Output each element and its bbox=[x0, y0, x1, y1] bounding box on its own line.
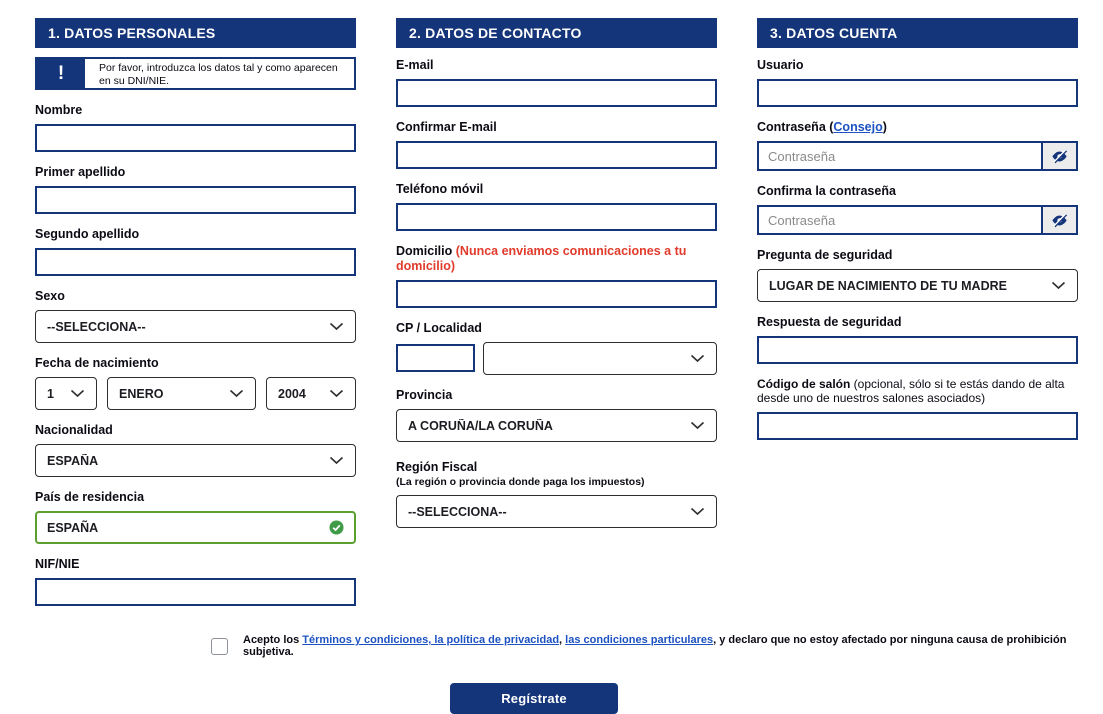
provincia-label: Provincia bbox=[396, 388, 453, 402]
mes-select[interactable] bbox=[107, 377, 256, 410]
condiciones-particulares-link[interactable]: las condiciones particulares bbox=[565, 634, 714, 646]
dia-selected-value: 1 bbox=[47, 386, 54, 401]
toggle-password-visibility-button[interactable] bbox=[1041, 207, 1076, 233]
domicilio-label: Domicilio (Nunca enviamos comunicaciones a tu domicilio) bbox=[396, 244, 687, 273]
respuesta-seguridad-input[interactable] bbox=[757, 336, 1078, 364]
pregunta-seguridad-label: Pregunta de seguridad bbox=[757, 248, 893, 262]
pais-residencia-field[interactable] bbox=[35, 511, 356, 544]
region-fiscal-label: Región Fiscal bbox=[396, 460, 478, 474]
usuario-label: Usuario bbox=[757, 58, 804, 72]
domicilio-input[interactable] bbox=[396, 280, 717, 308]
dni-notice bbox=[35, 57, 356, 90]
nacionalidad-label: Nacionalidad bbox=[35, 423, 113, 437]
contrasena-input[interactable] bbox=[759, 143, 1041, 169]
chevron-down-icon bbox=[329, 456, 344, 465]
terms-row bbox=[211, 634, 1078, 658]
pregunta-seguridad-selected-value: LUGAR DE NACIMIENTO DE TU MADRE bbox=[769, 278, 1007, 293]
email-label: E-mail bbox=[396, 58, 434, 72]
usuario-input[interactable] bbox=[757, 79, 1078, 107]
section-title-datos-contacto: 2. DATOS DE CONTACTO bbox=[396, 18, 717, 48]
chevron-down-icon bbox=[229, 389, 244, 398]
nacionalidad-select[interactable] bbox=[35, 444, 356, 477]
nombre-label: Nombre bbox=[35, 103, 83, 117]
domicilio-note: (Nunca enviamos comunicaciones a tu domicilio) bbox=[396, 244, 687, 273]
sexo-selected-value: --SELECCIONA-- bbox=[47, 319, 146, 334]
telefono-movil-label: Teléfono móvil bbox=[396, 182, 484, 196]
sexo-label: Sexo bbox=[35, 289, 65, 303]
chevron-down-icon bbox=[690, 354, 705, 363]
nif-nie-label: NIF/NIE bbox=[35, 557, 80, 571]
chevron-down-icon bbox=[329, 389, 344, 398]
terms-text: Acepto los Términos y condiciones, la política de privacidad, las condiciones particulares, y declaro que no estoy afectado por ninguna causa de prohibición subjetiva. bbox=[243, 634, 1067, 658]
eye-slash-icon bbox=[1051, 212, 1068, 229]
codigo-salon-label: Código de salón (opcional, sólo si te estás dando de alta desde uno de nuestros salones asociados) bbox=[757, 377, 1065, 406]
section-datos-cuenta bbox=[757, 18, 1078, 606]
chevron-down-icon bbox=[329, 322, 344, 331]
nombre-input[interactable] bbox=[35, 124, 356, 152]
accept-terms-checkbox[interactable] bbox=[211, 638, 228, 655]
confirma-contrasena-input[interactable] bbox=[759, 207, 1041, 233]
consejo-link[interactable]: Consejo bbox=[833, 120, 883, 134]
chevron-down-icon bbox=[690, 507, 705, 516]
contrasena-label: Contraseña (Consejo) bbox=[757, 120, 887, 134]
telefono-movil-input[interactable] bbox=[396, 203, 717, 231]
pregunta-seguridad-select[interactable] bbox=[757, 269, 1078, 302]
section-title-datos-personales: 1. DATOS PERSONALES bbox=[35, 18, 356, 48]
section-datos-contacto bbox=[396, 18, 717, 606]
exclamation-icon: ! bbox=[37, 59, 85, 88]
email-input[interactable] bbox=[396, 79, 717, 107]
cp-input[interactable] bbox=[396, 344, 475, 372]
contrasena-field bbox=[757, 141, 1078, 171]
region-fiscal-selected-value: --SELECCIONA-- bbox=[408, 504, 507, 519]
nif-nie-input[interactable] bbox=[35, 578, 356, 606]
respuesta-seguridad-label: Respuesta de seguridad bbox=[757, 315, 902, 329]
primer-apellido-label: Primer apellido bbox=[35, 165, 126, 179]
pais-residencia-label: País de residencia bbox=[35, 490, 145, 504]
chevron-down-icon bbox=[690, 421, 705, 430]
codigo-salon-note: (opcional, sólo si te estás dando de alta desde uno de nuestros salones asociados) bbox=[757, 377, 1065, 406]
chevron-down-icon bbox=[70, 389, 85, 398]
region-fiscal-select[interactable] bbox=[396, 495, 717, 528]
confirmar-email-input[interactable] bbox=[396, 141, 717, 169]
segundo-apellido-input[interactable] bbox=[35, 248, 356, 276]
toggle-password-visibility-button[interactable] bbox=[1041, 143, 1076, 169]
cp-localidad-label: CP / Localidad bbox=[396, 321, 482, 335]
dni-notice-text: Por favor, introduzca los datos tal y como aparecen en su DNI/NIE. bbox=[99, 62, 338, 88]
sexo-select[interactable] bbox=[35, 310, 356, 343]
eye-slash-icon bbox=[1051, 148, 1068, 165]
dia-select[interactable] bbox=[35, 377, 97, 410]
nacionalidad-selected-value: ESPAÑA bbox=[47, 453, 99, 468]
segundo-apellido-label: Segundo apellido bbox=[35, 227, 140, 241]
region-fiscal-note: (La región o provincia donde paga los impuestos) bbox=[396, 476, 645, 488]
section-datos-personales bbox=[35, 18, 356, 606]
pais-residencia-value: ESPAÑA bbox=[47, 520, 99, 535]
primer-apellido-input[interactable] bbox=[35, 186, 356, 214]
codigo-salon-input[interactable] bbox=[757, 412, 1078, 440]
anio-select[interactable] bbox=[266, 377, 356, 410]
terminos-condiciones-link[interactable]: Términos y condiciones, la política de privacidad bbox=[302, 634, 560, 646]
registrate-button[interactable]: Regístrate bbox=[450, 683, 618, 714]
confirma-contrasena-label: Confirma la contraseña bbox=[757, 184, 896, 198]
section-title-datos-cuenta: 3. DATOS CUENTA bbox=[757, 18, 1078, 48]
confirmar-email-label: Confirmar E-mail bbox=[396, 120, 497, 134]
valid-check-icon bbox=[329, 520, 344, 535]
localidad-select[interactable] bbox=[483, 342, 717, 375]
confirma-contrasena-field bbox=[757, 205, 1078, 235]
mes-selected-value: ENERO bbox=[119, 386, 164, 401]
provincia-select[interactable] bbox=[396, 409, 717, 442]
fecha-nacimiento-label: Fecha de nacimiento bbox=[35, 356, 159, 370]
provincia-selected-value: A CORUÑA/LA CORUÑA bbox=[408, 418, 553, 433]
anio-selected-value: 2004 bbox=[278, 386, 306, 401]
chevron-down-icon bbox=[1051, 281, 1066, 290]
